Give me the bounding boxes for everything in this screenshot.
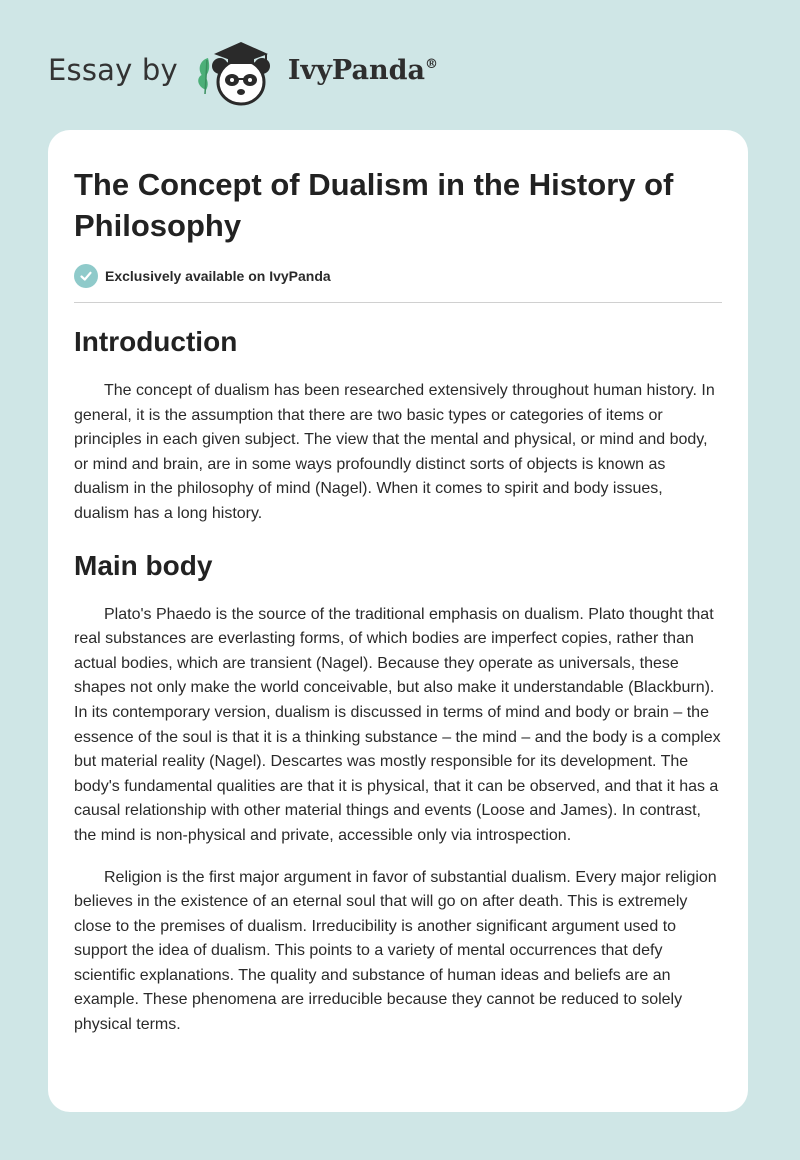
- site-header: [48, 30, 438, 110]
- registered-mark: ®: [424, 56, 438, 72]
- paragraph: The concept of dualism has been researched extensively throughout human history. In general, it is the assumption that there are two basic types or categories of items or principles in each given subject. The view that the mental and physical, or mind and body, or mind and brain, are in some ways profoundly distinct sorts of objects is known as dualism in the philosophy of mind (Nagel). When it comes to spirit and body issues, dualism has a long history.: [74, 382, 715, 522]
- paragraph: Religion is the first major argument in favor of substantial dualism. Every major religion believes in the existence of an eternal soul that will go on after death. This is extremely close to the premises of dualism. Irreducibility is another significant argument used to support the idea of dualism. This points to a variety of mental occurrences that defy scientific explanations. The quality and substance of human ideas and beliefs are an example. These phenomena are irreducible because they cannot be reduced to solely physical terms.: [74, 868, 717, 1034]
- check-circle-icon: [74, 264, 98, 288]
- essay-by-label: Essay by: [48, 53, 178, 87]
- exclusive-label: Exclusively available on IvyPanda: [105, 268, 331, 284]
- section-heading-introduction: Introduction: [74, 326, 238, 357]
- section-heading-main-body: Main body: [74, 549, 213, 581]
- essay-title: The Concept of Dualism in the History of Philosophy: [74, 167, 674, 243]
- brand-name[interactable]: IvyPanda®: [287, 54, 438, 86]
- panda-graduate-logo-icon[interactable]: [192, 30, 284, 110]
- essay-card: [48, 130, 748, 1112]
- paragraph: Plato's Phaedo is the source of the traditional emphasis on dualism. Plato thought that real substances are everlasting forms, of which bodies are imperfect copies, rather than actual bodies, which are transient (Nagel). Because they operate as universals, these shapes not only make the world conceivable, but also make it understandable (Blackburn). In its contemporary version, dualism is discussed in terms of mind and body or brain – the essence of the soul is that it is a thinking substance – the mind – and the body is a complex but material reality (Nagel). Descartes was mostly responsible for its development. The body's fundamental qualities are that it is physical, that it can be observed, and that it has a causal relationship with other material things and events (Loose and James). In contrast, the mind is non-physical and private, accessible only via introspection.: [74, 605, 721, 844]
- exclusive-badge-row: [74, 264, 722, 303]
